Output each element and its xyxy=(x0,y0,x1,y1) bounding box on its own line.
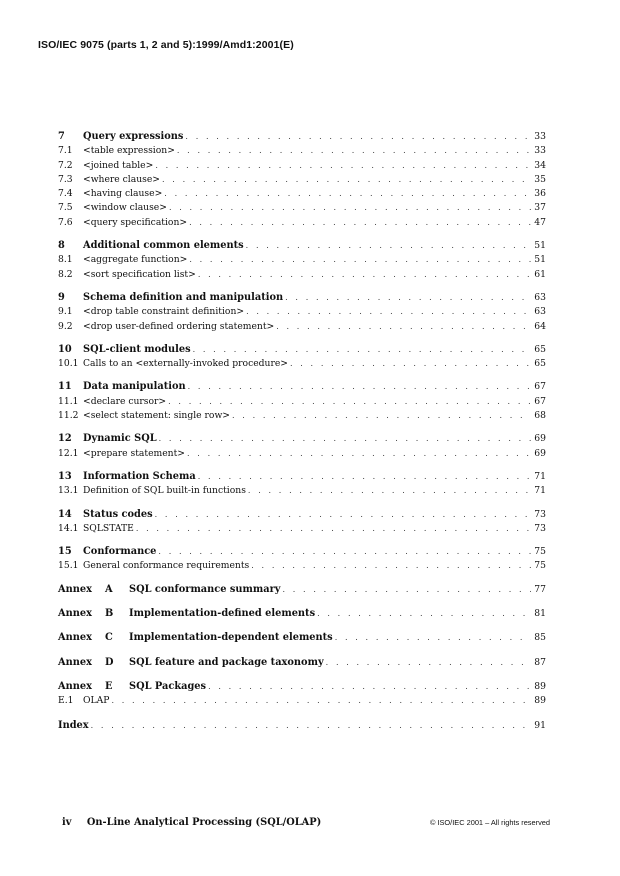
toc-page-number: 64 xyxy=(534,320,546,332)
toc-subsection-number: 8.2 xyxy=(58,268,73,280)
toc-annex-letter: B xyxy=(105,608,114,620)
toc-annex-label xyxy=(58,656,129,670)
toc-section-entry xyxy=(58,343,546,357)
toc-page-number: 71 xyxy=(534,485,546,497)
toc-subsection-title: <aggregate function> xyxy=(83,254,188,266)
toc-section-title: Information Schema xyxy=(83,470,196,482)
toc-index-title: Index xyxy=(58,719,89,731)
toc-subsection-title: <joined table> xyxy=(83,159,154,171)
toc-page-number: 69 xyxy=(534,447,546,459)
toc-page-number: 89 xyxy=(534,695,546,707)
toc-section-number: 12 xyxy=(58,433,72,445)
toc-subsection-number: E.1 xyxy=(58,695,74,707)
dot-leader xyxy=(91,719,532,733)
toc-annex-entry xyxy=(58,607,546,621)
toc-subsection-title: SQLSTATE xyxy=(83,522,134,534)
toc-section-number: 11 xyxy=(58,381,72,393)
toc-section-group xyxy=(58,380,546,423)
dot-leader xyxy=(188,380,532,394)
toc-annex-label xyxy=(58,631,129,645)
toc-subsection-entry xyxy=(58,447,546,461)
dot-leader xyxy=(208,680,531,694)
toc-page-number: 63 xyxy=(534,291,546,303)
toc-subsection-entry xyxy=(58,320,546,334)
dot-leader xyxy=(164,187,531,201)
toc-subsection-number: 7.6 xyxy=(58,216,73,228)
toc-subsection-number: 7.5 xyxy=(58,202,73,214)
toc-page-number: 69 xyxy=(534,433,546,445)
toc-subsection-number: 10.1 xyxy=(58,358,79,370)
toc-page-number: 35 xyxy=(534,173,546,185)
footer-copyright: © ISO/IEC 2001 – All rights reserved xyxy=(429,818,550,827)
toc-subsection-entry xyxy=(58,201,546,215)
toc-annex-label xyxy=(58,680,129,694)
toc-subsection-entry xyxy=(58,357,546,371)
toc-section-entry xyxy=(58,545,546,559)
toc-page-number: 89 xyxy=(534,680,546,692)
toc-section-group xyxy=(58,343,546,372)
toc-section-group xyxy=(58,545,546,574)
toc-section-title: Additional common elements xyxy=(83,240,244,252)
toc-subsection-title: <table expression> xyxy=(83,145,175,157)
toc-annex-letter: A xyxy=(105,583,113,595)
toc-page-number: 65 xyxy=(534,358,546,370)
toc-page-number: 75 xyxy=(534,546,546,558)
dot-leader xyxy=(317,607,531,621)
dot-leader xyxy=(246,239,532,253)
dot-leader xyxy=(177,144,531,158)
table-of-contents xyxy=(58,130,546,742)
toc-section-number: 8 xyxy=(58,240,65,252)
toc-subsection-title: General conformance requirements xyxy=(83,560,250,572)
toc-subsection-title: <drop user-defined ordering statement> xyxy=(83,320,275,332)
dot-leader xyxy=(198,470,532,484)
toc-section-group xyxy=(58,239,546,282)
toc-page-number: 33 xyxy=(534,145,546,157)
toc-page-number: 51 xyxy=(534,254,546,266)
toc-page-number: 67 xyxy=(534,381,546,393)
dot-leader xyxy=(251,559,531,573)
toc-page-number: 47 xyxy=(534,216,546,228)
toc-subsection-title: <where clause> xyxy=(83,173,160,185)
dot-leader xyxy=(290,357,531,371)
toc-annex-title: Implementation-dependent elements xyxy=(129,632,333,644)
toc-section-number: 9 xyxy=(58,291,65,303)
toc-annex-entry xyxy=(58,631,546,645)
toc-annex-title: SQL Packages xyxy=(129,680,207,692)
toc-annex-word: Annex xyxy=(58,680,92,692)
toc-section-number: 14 xyxy=(58,508,72,520)
toc-annex-title: SQL feature and package taxonomy xyxy=(129,656,324,668)
toc-section-number: 7 xyxy=(58,131,65,142)
toc-section-title: Dynamic SQL xyxy=(83,433,157,445)
toc-page-number: 85 xyxy=(534,632,546,644)
toc-annex-title: SQL conformance summary xyxy=(129,583,281,595)
toc-section-entry xyxy=(58,239,546,253)
toc-annex-group xyxy=(58,631,546,645)
toc-annex-word: Annex xyxy=(58,656,92,668)
toc-page-number: 81 xyxy=(534,608,546,620)
toc-section-title: Conformance xyxy=(83,546,157,558)
toc-section-group xyxy=(58,470,546,499)
toc-annex-entry xyxy=(58,583,546,597)
toc-page-number: 73 xyxy=(534,508,546,520)
toc-subsection-title: Calls to an <externally-invoked procedure> xyxy=(83,358,288,370)
toc-page-number: 75 xyxy=(534,560,546,572)
toc-annex-letter: E xyxy=(105,680,113,692)
toc-annex-word: Annex xyxy=(58,608,92,620)
toc-section-group xyxy=(58,508,546,537)
toc-subsection-title: <declare cursor> xyxy=(83,395,167,407)
toc-subsection-title: <having clause> xyxy=(83,188,163,200)
dot-leader xyxy=(189,216,531,230)
dot-leader xyxy=(189,253,531,267)
toc-subsection-number: 8.1 xyxy=(58,254,73,266)
toc-section-group xyxy=(58,432,546,461)
toc-section-entry xyxy=(58,508,546,522)
toc-page-number: 36 xyxy=(534,188,546,200)
toc-annex-entry xyxy=(58,680,546,694)
toc-subsection-entry xyxy=(58,144,546,158)
toc-page-number: 51 xyxy=(534,240,546,252)
dot-leader xyxy=(168,395,531,409)
toc-subsection-entry xyxy=(58,159,546,173)
toc-page-number: 68 xyxy=(534,410,546,422)
toc-page-number: 73 xyxy=(534,522,546,534)
toc-subsection-title: <select statement: single row> xyxy=(83,410,231,422)
toc-page-number: 77 xyxy=(534,583,546,595)
toc-section-number: 13 xyxy=(58,470,72,482)
toc-subsection-title: OLAP xyxy=(83,695,110,707)
toc-subsection-title: Definition of SQL built-in functions xyxy=(83,485,246,497)
toc-subsection-entry xyxy=(58,409,546,423)
toc-page-number: 61 xyxy=(534,268,546,280)
toc-subsection-entry xyxy=(58,216,546,230)
toc-subsection-title: <window clause> xyxy=(83,202,167,214)
dot-leader xyxy=(193,343,532,357)
toc-section-title: Data manipulation xyxy=(83,381,186,393)
toc-subsection-number: 7.1 xyxy=(58,145,73,157)
toc-index-entry xyxy=(58,719,546,733)
toc-subsection-entry xyxy=(58,559,546,573)
dot-leader xyxy=(158,545,531,559)
toc-subsection-title: <prepare statement> xyxy=(83,447,185,459)
toc-section-entry xyxy=(58,470,546,484)
toc-section-entry xyxy=(58,380,546,394)
toc-subsection-number: 14.1 xyxy=(58,522,79,534)
footer-page-number: iv xyxy=(62,817,72,828)
toc-section-title: Schema definition and manipulation xyxy=(83,291,284,303)
footer-document-title: On-Line Analytical Processing (SQL/OLAP) xyxy=(86,817,322,828)
toc-page-number: 63 xyxy=(534,306,546,318)
toc-annex-letter: D xyxy=(105,656,114,668)
toc-section-number: 10 xyxy=(58,343,72,355)
toc-subsection-number: 12.1 xyxy=(58,447,79,459)
toc-subsection-title: <query specification> xyxy=(83,216,188,228)
toc-annex-group xyxy=(58,583,546,597)
dot-leader xyxy=(335,631,532,645)
page-footer xyxy=(62,817,550,828)
toc-subsection-number: 15.1 xyxy=(58,560,79,572)
dot-leader xyxy=(136,522,531,536)
toc-subsection-entry xyxy=(58,173,546,187)
dot-leader xyxy=(276,320,531,334)
toc-subsection-entry xyxy=(58,522,546,536)
toc-subsection-entry xyxy=(58,395,546,409)
toc-section-title: Query expressions xyxy=(83,131,184,142)
toc-annex-word: Annex xyxy=(58,632,92,644)
toc-section-entry xyxy=(58,291,546,305)
footer-left xyxy=(62,817,321,828)
toc-page-number: 67 xyxy=(534,395,546,407)
toc-page-number: 33 xyxy=(534,131,546,142)
dot-leader xyxy=(285,291,531,305)
dot-leader xyxy=(282,583,531,597)
toc-subsection-entry xyxy=(58,694,546,708)
dot-leader xyxy=(155,159,531,173)
toc-subsection-entry xyxy=(58,484,546,498)
dot-leader xyxy=(162,173,531,187)
dot-leader xyxy=(187,447,531,461)
toc-annex-letter: C xyxy=(105,632,113,644)
toc-subsection-number: 9.2 xyxy=(58,320,73,332)
toc-section-title: SQL-client modules xyxy=(83,343,191,355)
toc-annex-word: Annex xyxy=(58,583,92,595)
toc-annex-title: Implementation-defined elements xyxy=(129,608,316,620)
toc-page-number: 37 xyxy=(534,202,546,214)
toc-annex-label xyxy=(58,583,129,597)
toc-page-number: 87 xyxy=(534,656,546,668)
toc-annex-group xyxy=(58,680,546,709)
toc-section-entry xyxy=(58,130,546,144)
toc-subsection-entry xyxy=(58,268,546,282)
dot-leader xyxy=(185,130,531,144)
dot-leader xyxy=(326,656,532,670)
toc-page-number: 71 xyxy=(534,470,546,482)
toc-section-number: 15 xyxy=(58,546,72,558)
toc-subsection-title: <sort specification list> xyxy=(83,268,196,280)
toc-subsection-number: 7.2 xyxy=(58,159,73,171)
toc-section-title: Status codes xyxy=(83,508,153,520)
toc-section-group xyxy=(58,291,546,334)
toc-section-group xyxy=(58,130,546,230)
dot-leader xyxy=(248,484,531,498)
toc-subsection-title: <drop table constraint definition> xyxy=(83,306,245,318)
toc-annex-entry xyxy=(58,656,546,670)
toc-page-number: 34 xyxy=(534,159,546,171)
toc-subsection-number: 7.4 xyxy=(58,188,73,200)
toc-index-group xyxy=(58,719,546,733)
toc-page-number: 91 xyxy=(534,719,546,731)
dot-leader xyxy=(246,305,531,319)
toc-subsection-number: 13.1 xyxy=(58,485,79,497)
toc-subsection-number: 11.1 xyxy=(58,395,79,407)
toc-subsection-entry xyxy=(58,187,546,201)
dot-leader xyxy=(111,694,531,708)
toc-subsection-entry xyxy=(58,253,546,267)
document-header: ISO/IEC 9075 (parts 1, 2 and 5):1999/Amd1:2001(E) xyxy=(38,39,294,51)
dot-leader xyxy=(155,508,532,522)
toc-subsection-number: 9.1 xyxy=(58,306,73,318)
toc-annex-group xyxy=(58,607,546,621)
toc-annex-group xyxy=(58,656,546,670)
toc-section-entry xyxy=(58,432,546,446)
dot-leader xyxy=(159,432,532,446)
toc-page-number: 65 xyxy=(534,343,546,355)
toc-subsection-entry xyxy=(58,305,546,319)
toc-subsection-number: 11.2 xyxy=(58,410,79,422)
dot-leader xyxy=(198,268,531,282)
dot-leader xyxy=(169,201,531,215)
toc-subsection-number: 7.3 xyxy=(58,173,73,185)
toc-annex-label xyxy=(58,607,129,621)
dot-leader xyxy=(232,409,531,423)
